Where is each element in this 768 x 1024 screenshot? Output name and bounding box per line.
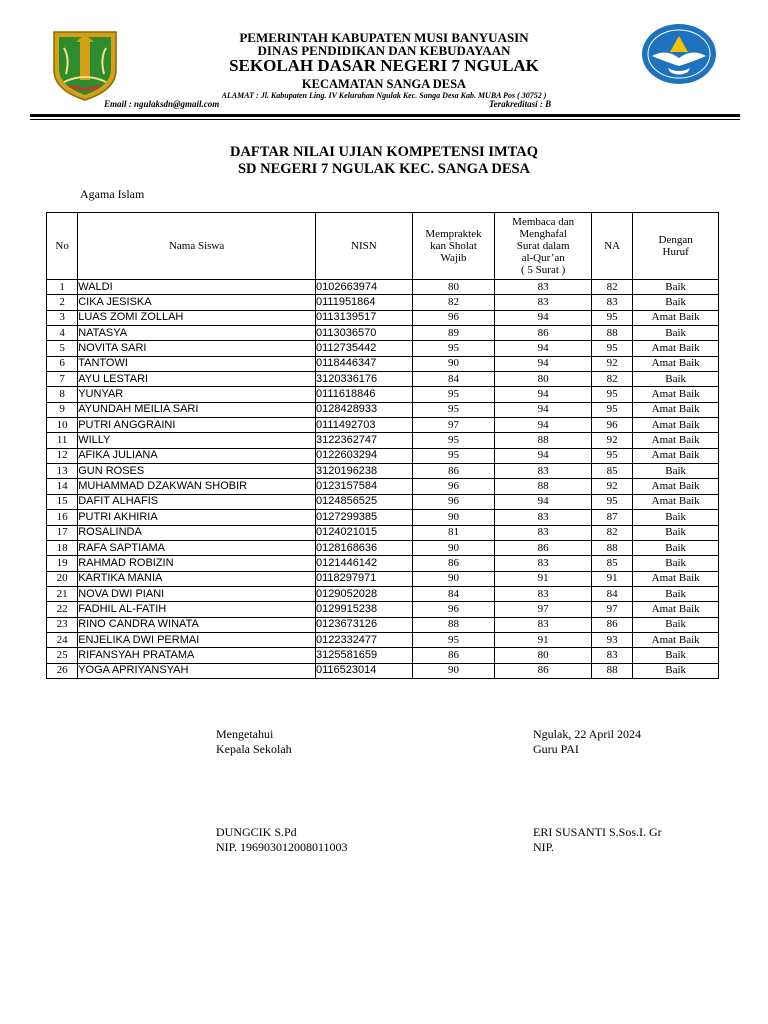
table-row [47,387,719,402]
cell-nisn: 0123157584 [315,479,412,494]
cell-final-score: 95 [592,402,633,417]
cell-prayer-score: 90 [412,571,495,586]
cell-student-name: AFIKA JULIANA [78,448,316,463]
cell-quran-score: 94 [495,418,592,433]
header-student-name: Nama Siswa [78,213,316,280]
cell-final-score: 84 [592,586,633,601]
cell-letter-grade: Baik [633,540,719,555]
cell-letter-grade: Amat Baik [633,571,719,586]
cell-prayer-score: 90 [412,663,495,678]
cell-nisn: 3120196238 [315,464,412,479]
cell-letter-grade: Amat Baik [633,448,719,463]
tut-wuri-handayani-logo [640,22,718,86]
cell-prayer-score: 86 [412,556,495,571]
cell-prayer-score: 90 [412,540,495,555]
acknowledged-label: Mengetahui [216,727,274,741]
cell-final-score: 86 [592,617,633,632]
cell-final-score: 95 [592,448,633,463]
principal-title: Kepala Sekolah [216,742,292,756]
table-row [47,632,719,647]
cell-final-score: 96 [592,418,633,433]
cell-letter-grade: Baik [633,586,719,601]
cell-prayer-score: 89 [412,326,495,341]
cell-quran-score: 83 [495,280,592,295]
header-quran-reading [495,213,592,280]
cell-prayer-score: 95 [412,448,495,463]
cell-final-score: 83 [592,648,633,663]
cell-no: 11 [47,433,78,448]
cell-quran-score: 80 [495,372,592,387]
cell-nisn: 0127299385 [315,510,412,525]
cell-nisn: 0124021015 [315,525,412,540]
cell-nisn: 3125581659 [315,648,412,663]
cell-letter-grade: Baik [633,280,719,295]
cell-student-name: MUHAMMAD DZAKWAN SHOBIR [78,479,316,494]
cell-nisn: 0118446347 [315,356,412,371]
cell-quran-score: 94 [495,387,592,402]
cell-final-score: 97 [592,602,633,617]
cell-student-name: TANTOWI [78,356,316,371]
place-date: Ngulak, 22 April 2024 [533,727,641,741]
principal-nip: NIP. 196903012008011003 [216,840,348,854]
table-row [47,540,719,555]
cell-letter-grade: Baik [633,510,719,525]
cell-student-name: WALDI [78,280,316,295]
table-body [47,280,719,679]
district-name: KECAMATAN SANGA DESA [301,77,467,91]
cell-letter-grade: Baik [633,464,719,479]
cell-nisn: 0122332477 [315,632,412,647]
header-quran-line: Membaca dan [512,216,575,228]
header-quran-line: ( 5 Surat ) [521,264,566,276]
table-row [47,663,719,678]
cell-no: 7 [47,372,78,387]
cell-letter-grade: Baik [633,295,719,310]
cell-no: 21 [47,586,78,601]
cell-student-name: ROSALINDA [78,525,316,540]
table-row [47,326,719,341]
cell-quran-score: 83 [495,586,592,601]
table-row [47,586,719,601]
cell-letter-grade: Baik [633,525,719,540]
header-rule-thin [30,119,740,120]
cell-nisn: 0113139517 [315,310,412,325]
cell-quran-score: 83 [495,510,592,525]
cell-nisn: 0123673126 [315,617,412,632]
cell-letter-grade: Baik [633,663,719,678]
cell-final-score: 87 [592,510,633,525]
table-row [47,571,719,586]
cell-nisn: 3122362747 [315,433,412,448]
header-prayer-practice [412,213,495,280]
header-letter-grade [633,213,719,280]
cell-prayer-score: 80 [412,280,495,295]
cell-no: 17 [47,525,78,540]
cell-nisn: 0129052028 [315,586,412,601]
cell-student-name: LUAS ZOMI ZOLLAH [78,310,316,325]
cell-final-score: 95 [592,387,633,402]
cell-prayer-score: 95 [412,402,495,417]
cell-final-score: 88 [592,540,633,555]
cell-letter-grade: Baik [633,326,719,341]
table-row [47,448,719,463]
cell-no: 23 [47,617,78,632]
table-row [47,295,719,310]
cell-student-name: DAFIT ALHAFIS [78,494,316,509]
cell-student-name: NOVITA SARI [78,341,316,356]
cell-letter-grade: Amat Baik [633,632,719,647]
cell-final-score: 88 [592,663,633,678]
cell-nisn: 0124856525 [315,494,412,509]
cell-no: 22 [47,602,78,617]
cell-prayer-score: 82 [412,295,495,310]
cell-final-score: 82 [592,280,633,295]
cell-quran-score: 94 [495,356,592,371]
cell-prayer-score: 95 [412,387,495,402]
cell-final-score: 92 [592,433,633,448]
principal-name: DUNGCIK S.Pd [216,825,297,839]
cell-prayer-score: 84 [412,372,495,387]
header-grade-line: Dengan [658,234,693,246]
cell-no: 2 [47,295,78,310]
cell-no: 10 [47,418,78,433]
header-nisn: NISN [315,213,412,280]
cell-student-name: RAHMAD ROBIZIN [78,556,316,571]
cell-letter-grade: Baik [633,372,719,387]
cell-quran-score: 83 [495,464,592,479]
table-row [47,525,719,540]
cell-nisn: 0113036570 [315,326,412,341]
cell-student-name: PUTRI ANGGRAINI [78,418,316,433]
document-title: DAFTAR NILAI UJIAN KOMPETENSI IMTAQ [229,144,538,160]
cell-prayer-score: 96 [412,602,495,617]
table-row [47,556,719,571]
cell-nisn: 0129915238 [315,602,412,617]
cell-final-score: 95 [592,341,633,356]
cell-letter-grade: Amat Baik [633,387,719,402]
cell-prayer-score: 86 [412,648,495,663]
header-no: No [47,213,78,280]
cell-letter-grade: Baik [633,617,719,632]
cell-student-name: AYUNDAH MEILIA SARI [78,402,316,417]
accreditation: Terakreditasi : B [489,99,552,109]
cell-prayer-score: 95 [412,632,495,647]
cell-prayer-score: 81 [412,525,495,540]
cell-prayer-score: 96 [412,494,495,509]
cell-letter-grade: Amat Baik [633,494,719,509]
cell-nisn: 0128168636 [315,540,412,555]
cell-no: 14 [47,479,78,494]
cell-letter-grade: Baik [633,556,719,571]
header-prayer-line: Wajib [440,252,467,264]
cell-no: 13 [47,464,78,479]
cell-student-name: RINO CANDRA WINATA [78,617,316,632]
cell-quran-score: 83 [495,617,592,632]
cell-nisn: 0121446142 [315,556,412,571]
table-row [47,648,719,663]
teacher-nip: NIP. [533,840,555,854]
cell-no: 25 [47,648,78,663]
table-row [47,433,719,448]
cell-final-score: 91 [592,571,633,586]
table-row [47,356,719,371]
cell-no: 18 [47,540,78,555]
cell-prayer-score: 95 [412,341,495,356]
header-grade-line: Huruf [662,246,689,258]
cell-final-score: 92 [592,356,633,371]
cell-nisn: 0128428933 [315,402,412,417]
header-na: NA [592,213,633,280]
cell-no: 4 [47,326,78,341]
cell-student-name: NATASYA [78,326,316,341]
cell-quran-score: 97 [495,602,592,617]
school-name: SEKOLAH DASAR NEGERI 7 NGULAK [229,56,539,75]
cell-prayer-score: 95 [412,433,495,448]
cell-no: 19 [47,556,78,571]
table-row [47,479,719,494]
cell-final-score: 85 [592,556,633,571]
cell-no: 9 [47,402,78,417]
cell-final-score: 93 [592,632,633,647]
school-email: Email : ngulaksdn@gmail.com [104,99,220,109]
cell-nisn: 0112735442 [315,341,412,356]
cell-no: 12 [47,448,78,463]
cell-quran-score: 83 [495,295,592,310]
cell-quran-score: 94 [495,494,592,509]
cell-student-name: CIKA JESISKA [78,295,316,310]
cell-student-name: YOGA APRIYANSYAH [78,663,316,678]
cell-prayer-score: 96 [412,479,495,494]
cell-quran-score: 83 [495,556,592,571]
cell-quran-score: 86 [495,540,592,555]
cell-letter-grade: Baik [633,648,719,663]
cell-quran-score: 83 [495,525,592,540]
table-row [47,510,719,525]
table-row [47,310,719,325]
cell-student-name: YUNYAR [78,387,316,402]
cell-quran-score: 86 [495,663,592,678]
cell-quran-score: 86 [495,326,592,341]
cell-quran-score: 94 [495,402,592,417]
table-row [47,602,719,617]
cell-letter-grade: Amat Baik [633,402,719,417]
cell-final-score: 83 [592,295,633,310]
cell-letter-grade: Amat Baik [633,479,719,494]
cell-quran-score: 88 [495,433,592,448]
cell-prayer-score: 96 [412,310,495,325]
table-row [47,617,719,632]
grades-table [46,212,719,679]
cell-letter-grade: Amat Baik [633,341,719,356]
cell-letter-grade: Amat Baik [633,356,719,371]
department-name: DINAS PENDIDIKAN DAN KEBUDAYAAN [257,43,511,58]
cell-prayer-score: 86 [412,464,495,479]
cell-quran-score: 80 [495,648,592,663]
header-prayer-line: Mempraktek [425,228,482,240]
cell-quran-score: 88 [495,479,592,494]
cell-no: 26 [47,663,78,678]
cell-quran-score: 91 [495,571,592,586]
cell-no: 5 [47,341,78,356]
cell-student-name: RAFA SAPTIAMA [78,540,316,555]
cell-letter-grade: Amat Baik [633,418,719,433]
cell-no: 1 [47,280,78,295]
cell-final-score: 95 [592,310,633,325]
cell-final-score: 82 [592,372,633,387]
teacher-name: ERI SUSANTI S.Sos.I. Gr [533,825,662,839]
school-address: ALAMAT : Jl. Kabupaten Ling. IV Kelurahan Ngulak Kec. Sanga Desa Kab. MUBA Pos ( 30752 ) [221,91,547,100]
header-rule-thick [30,114,740,117]
religion-label: Agama Islam [80,187,145,201]
cell-nisn: 0111618846 [315,387,412,402]
cell-nisn: 0102663974 [315,280,412,295]
cell-prayer-score: 90 [412,510,495,525]
cell-no: 24 [47,632,78,647]
cell-quran-score: 94 [495,310,592,325]
cell-no: 3 [47,310,78,325]
document-subtitle: SD NEGERI 7 NGULAK KEC. SANGA DESA [237,161,531,177]
header-quran-line: Surat dalam [516,240,570,252]
cell-student-name: RIFANSYAH PRATAMA [78,648,316,663]
cell-letter-grade: Amat Baik [633,433,719,448]
header-quran-line: Menghafal [519,228,567,240]
cell-student-name: NOVA DWI PIANI [78,586,316,601]
teacher-title: Guru PAI [533,742,579,756]
cell-letter-grade: Amat Baik [633,602,719,617]
header-quran-line: al-Qur’an [521,252,565,264]
cell-nisn: 0116523014 [315,663,412,678]
table-row [47,372,719,387]
table-row [47,402,719,417]
cell-student-name: PUTRI AKHIRIA [78,510,316,525]
table-row [47,494,719,509]
cell-student-name: WILLY [78,433,316,448]
letterhead [0,0,768,125]
cell-prayer-score: 97 [412,418,495,433]
cell-letter-grade: Amat Baik [633,310,719,325]
table-row [47,280,719,295]
cell-prayer-score: 90 [412,356,495,371]
cell-student-name: GUN ROSES [78,464,316,479]
table-row [47,464,719,479]
cell-student-name: ENJELIKA DWI PERMAI [78,632,316,647]
table-header-row [47,213,719,280]
cell-student-name: FADHIL AL-FATIH [78,602,316,617]
cell-nisn: 0111951864 [315,295,412,310]
cell-no: 6 [47,356,78,371]
cell-no: 8 [47,387,78,402]
cell-nisn: 0111492703 [315,418,412,433]
cell-final-score: 95 [592,494,633,509]
cell-quran-score: 94 [495,448,592,463]
header-prayer-line: kan Sholat [430,240,477,252]
cell-prayer-score: 84 [412,586,495,601]
cell-quran-score: 94 [495,341,592,356]
cell-final-score: 82 [592,525,633,540]
gov-name: PEMERINTAH KABUPATEN MUSI BANYUASIN [239,30,529,45]
cell-no: 16 [47,510,78,525]
cell-nisn: 0118297971 [315,571,412,586]
cell-no: 20 [47,571,78,586]
table-row [47,341,719,356]
cell-no: 15 [47,494,78,509]
cell-nisn: 3120336176 [315,372,412,387]
cell-final-score: 85 [592,464,633,479]
cell-nisn: 0122603294 [315,448,412,463]
cell-final-score: 92 [592,479,633,494]
cell-student-name: KARTIKA MANIA [78,571,316,586]
cell-student-name: AYU LESTARI [78,372,316,387]
cell-prayer-score: 88 [412,617,495,632]
cell-quran-score: 91 [495,632,592,647]
cell-final-score: 88 [592,326,633,341]
table-row [47,418,719,433]
